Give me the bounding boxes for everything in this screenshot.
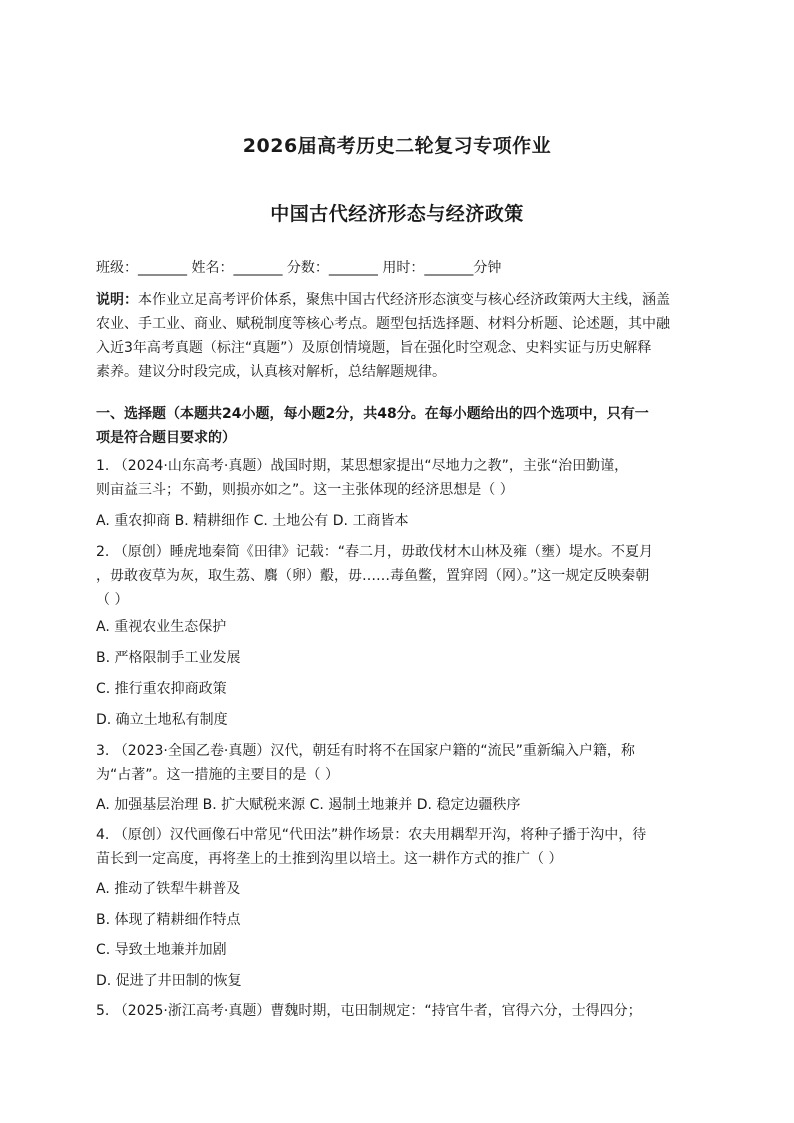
page-subtitle: 中国古代经济形态与经济政策: [270, 203, 524, 225]
question-2-option-c: C. 推行重农抑商政策: [96, 681, 227, 697]
section-heading-line-1: 一、选择题（本题共24小题，每小题2分，共48分。在每小题给出的四个选项中，只有一: [96, 406, 649, 422]
question-2-line-1: 2. （原创）睡虎地秦简《田律》记载：“春二月，毋敢伐材木山林及雍（壅）堤水。不夏月: [96, 544, 654, 560]
question-2-option-a: A. 重视农业生态保护: [96, 619, 227, 635]
question-4-option-c: C. 导致土地兼并加剧: [96, 942, 227, 958]
question-1-line-2: 则亩益三斗；不勤，则损亦如之”。这一主张体现的经济思想是（ ）: [96, 482, 514, 498]
question-4-option-d: D. 促进了井田制的恢复: [96, 973, 242, 989]
question-5-line-1: 5. （2025·浙江高考·真题）曹魏时期，屯田制规定：“持官牛者，官得六分，士得四分；: [96, 1003, 642, 1019]
intro-line-4: 素养。建议分时段完成，认真核对解析，总结解题规律。: [96, 364, 446, 380]
question-4-option-b: B. 体现了精耕细作特点: [96, 912, 241, 928]
question-2-option-b: B. 严格限制手工业发展: [96, 650, 241, 666]
question-4-line-1: 4. （原创）汉代画像石中常见“代田法”耕作场景：农夫用耦犁开沟，将种子播于沟中，待: [96, 827, 647, 843]
question-4-line-2: 苗长到一定高度，再将垄上的土推到沟里以培土。这一耕作方式的推广（ ）: [96, 851, 563, 867]
question-2-option-d: D. 确立土地私有制度: [96, 712, 228, 728]
question-3-line-1: 3. （2023·全国乙卷·真题）汉代，朝廷有时将不在国家户籍的“流民”重新编入户籍，称: [96, 743, 635, 759]
page-title: 2026届高考历史二轮复习专项作业: [242, 135, 552, 157]
question-3-line-2: 为“占著”。这一措施的主要目的是（ ）: [96, 767, 339, 783]
intro-line-1: 说明：本作业立足高考评价体系，聚焦中国古代经济形态演变与核心经济政策两大主线，涵盖: [96, 292, 670, 308]
question-4-option-a: A. 推动了铁犁牛耕普及: [96, 881, 241, 897]
student-info-line: 班级：_______ 姓名：_______ 分数：_______ 用时：_______分钟: [96, 260, 502, 276]
section-heading-line-2: 项是符合题目要求的）: [96, 430, 236, 446]
intro-label: 说明：: [96, 292, 138, 308]
question-3-options: A. 加强基层治理 B. 扩大赋税来源 C. 遏制土地兼并 D. 稳定边疆秩序: [96, 797, 521, 813]
question-1-line-1: 1. （2024·山东高考·真题）战国时期，某思想家提出“尽地力之教”，主张“治田勤谨，: [96, 458, 629, 474]
intro-line-3: 入近3年高考真题（标注“真题”）及原创情境题，旨在强化时空观念、史料实证与历史解释: [96, 340, 652, 356]
question-2-line-2: ，毋敢夜草为灰，取生荔、麛（卵）鷇，毋……毒鱼鳖，置穽罔（网）。”这一规定反映秦朝: [96, 568, 650, 584]
question-2-line-3: （ ）: [96, 592, 129, 608]
intro-line-2: 农业、手工业、商业、赋税制度等核心考点。题型包括选择题、材料分析题、论述题，其中融: [96, 316, 670, 332]
question-1-options: A. 重农抑商 B. 精耕细作 C. 土地公有 D. 工商皆本: [96, 513, 409, 529]
